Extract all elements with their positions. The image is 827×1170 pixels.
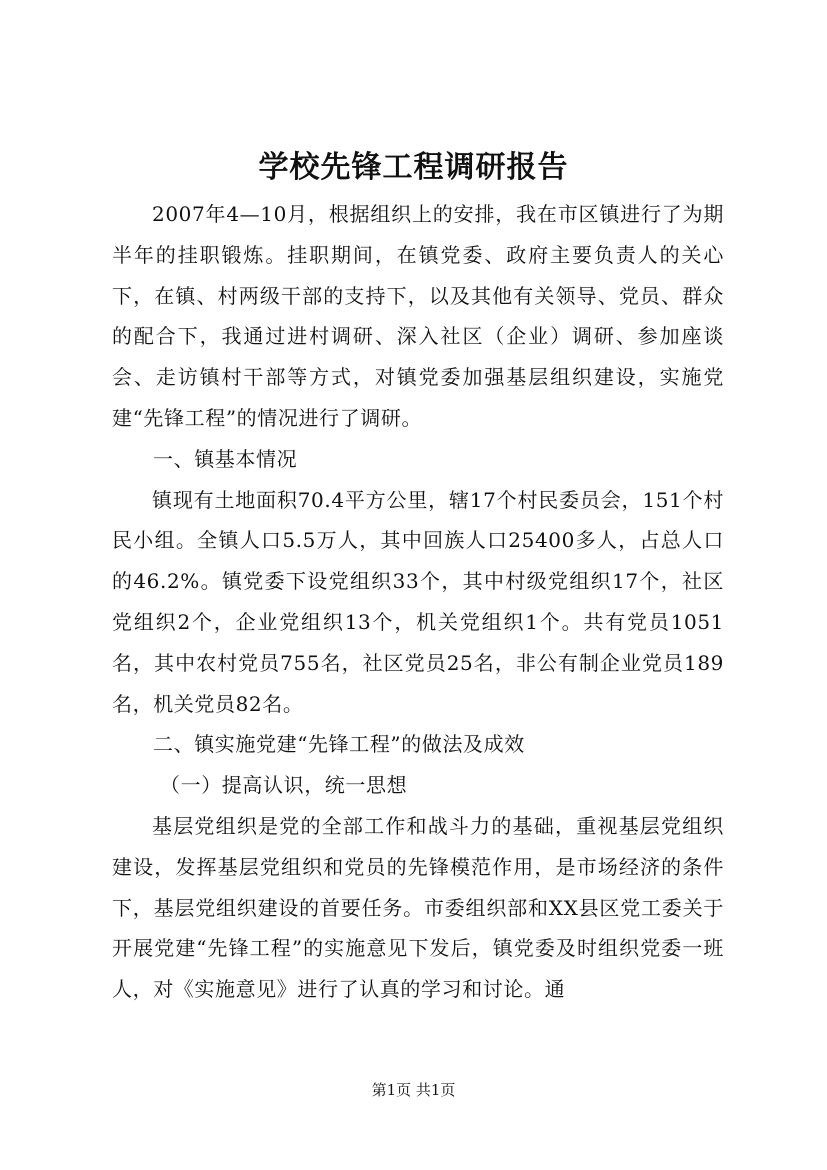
intro-paragraph: 2007年4—10月，根据组织上的安排，我在市区镇进行了为期半年的挂职锻炼。挂职期间，在镇党委、政府主要负责人的关心下，在镇、村两级干部的支持下，以及其他有关领导、党员、群众的配合下，我通过进村调研、深入社区（企业）调研、参加座谈会、走访镇村干部等方式，对镇党委加强基层组织建设，实施党建“先锋工程”的情况进行了调研。 xyxy=(112,202,724,430)
section-heading-practices: 二、镇实施党建“先锋工程”的做法及成效 xyxy=(153,732,525,757)
document-body xyxy=(112,194,724,1010)
subsection-heading-awareness: （一）提高认识，统一思想 xyxy=(160,773,408,798)
section-heading-basic-situation: 一、镇基本情况 xyxy=(153,446,298,471)
page-number-footer: 第1页 共1页 xyxy=(371,1081,456,1099)
document-title: 学校先锋工程调研报告 xyxy=(258,150,569,185)
basic-situation-paragraph: 镇现有土地面积70.4平方公里，辖17个村民委员会，151个村民小组。全镇人口5.5万人，其中回族人口25400多人，占总人口的46.2%。镇党委下设党组织33个，其中村级党组织17个，社区党组织2个，企业党组织13个，机关党组织1个。共有党员1051名，其中农村党员755名，社区党员25名，非公有制企业党员189名，机关党员82名。 xyxy=(112,487,724,716)
awareness-paragraph: 基层党组织是党的全部工作和战斗力的基础，重视基层党组织建设，发挥基层党组织和党员的先锋模范作用，是市场经济的条件下，基层党组织建设的首要任务。市委组织部和XX县区党工委关于开展党建“先锋工程”的实施意见下发后，镇党委及时组织党委一班人，对《实施意见》进行了认真的学习和讨论。通 xyxy=(112,813,724,1002)
